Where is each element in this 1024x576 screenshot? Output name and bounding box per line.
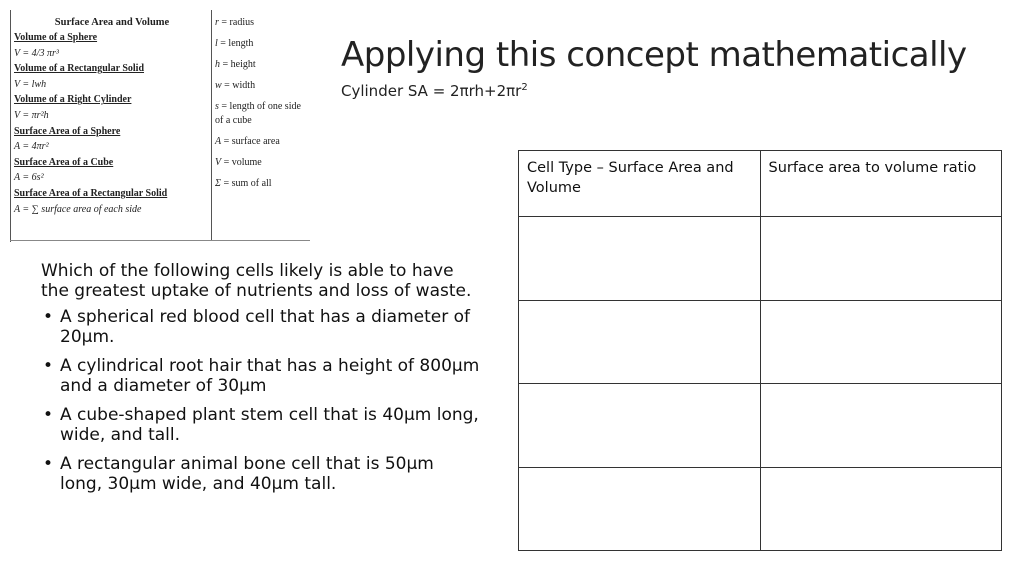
answer-table [518,150,1002,551]
formula-text: A = ∑ surface area of each side [14,203,142,215]
question-block [41,261,481,503]
answer-option [41,356,481,396]
variable-symbol: A [215,136,222,147]
answer-option [41,307,481,347]
variable-symbol: h [215,59,220,70]
slide-subtitle [341,82,528,100]
variable-symbol: s [215,101,219,112]
formula-text: A = 6s² [14,172,44,184]
variable-meaning: = height [222,59,256,70]
answer-option-text: A cube-shaped plant stem cell that is 40µm long, wide, and tall. [60,405,479,445]
subtitle-formula: Cylinder SA = 2πrh+2πr [341,82,522,100]
variable-row [215,135,310,149]
answer-options [41,307,481,494]
variable-symbol: r [215,17,219,28]
variable-symbol: V [215,157,222,168]
answer-option-text: A cylindrical root hair that has a height of 800µm and a diameter of 30µm [60,356,480,396]
variable-symbol: Σ [215,178,221,189]
variable-meaning: = length of one side of a cube [215,101,301,126]
formula-heading: Surface Area of a Sphere [14,125,121,137]
formula-heading: Surface Area of a Rectangular Solid [14,187,168,199]
table-cell[interactable] [519,467,761,550]
reference-title: Surface Area and Volume [54,17,170,28]
reference-formulas [14,15,210,217]
slide-title: Applying this concept mathematically [341,35,967,75]
table-header-cell-type: Cell Type – Surface Area and Volume [519,151,761,217]
variable-row [215,37,310,51]
variable-row [215,79,310,93]
variable-meaning: = surface area [223,136,280,147]
table-row [519,217,1002,300]
table-cell[interactable] [760,300,1002,383]
variable-meaning: = width [224,80,256,91]
formula-heading: Surface Area of a Cube [14,156,114,168]
question-prompt: Which of the following cells likely is able to have the greatest uptake of nutrients and loss of waste. [41,261,472,301]
variable-meaning: = length [220,38,254,49]
formula-text: V = πr²h [14,109,49,121]
variable-symbol: l [215,38,218,49]
answer-option-text: A spherical red blood cell that has a diameter of 20µm. [60,307,471,347]
bullet-icon: • [43,454,54,474]
reference-variables [215,16,310,191]
table-header-row [519,151,1002,217]
variable-symbol: w [215,80,222,91]
variable-meaning: = sum of all [223,178,272,189]
formula-heading: Volume of a Sphere [14,32,98,43]
variable-meaning: = volume [223,157,262,168]
variable-row [215,156,310,170]
subtitle-exponent: 2 [521,82,528,93]
table-cell[interactable] [760,217,1002,300]
table-cell[interactable] [519,300,761,383]
variable-row [215,177,310,191]
table-row [519,384,1002,467]
formula-heading: Volume of a Rectangular Solid [14,63,145,75]
formula-text: V = lwh [14,78,47,90]
bullet-icon: • [43,307,54,327]
variable-row [215,58,310,72]
formula-reference-image [10,10,310,242]
table-row [519,467,1002,550]
reference-column-divider [211,10,212,240]
bullet-icon: • [43,405,54,425]
table-cell[interactable] [519,384,761,467]
formula-text: A = 4πr² [14,141,49,153]
variable-row [215,100,310,128]
table-cell[interactable] [760,384,1002,467]
table-cell[interactable] [519,217,761,300]
variable-meaning: = radius [221,17,254,28]
answer-option-text: A rectangular animal bone cell that is 50µm long, 30µm wide, and 40µm tall. [60,454,434,494]
reference-left-border [10,10,11,242]
answer-option [41,405,481,445]
table-cell[interactable] [760,467,1002,550]
variable-row [215,16,310,30]
table-row [519,300,1002,383]
bullet-icon: • [43,356,54,376]
formula-text: V = 4/3 πr³ [14,47,59,59]
table-header-ratio: Surface area to volume ratio [760,151,1002,217]
formula-heading: Volume of a Right Cylinder [14,94,132,106]
answer-option [41,454,481,494]
reference-bottom-border [10,240,310,241]
